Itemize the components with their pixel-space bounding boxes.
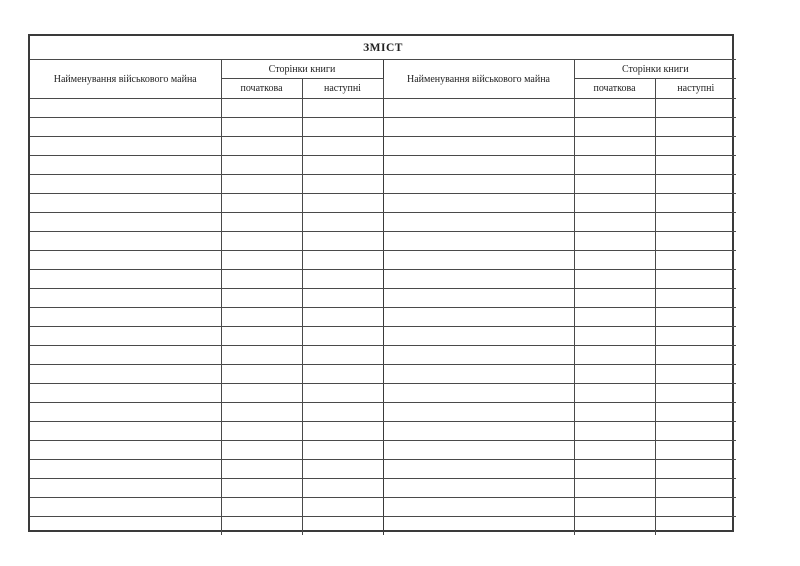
left-first-page-cell[interactable] bbox=[221, 479, 302, 498]
left-first-page-cell[interactable] bbox=[221, 346, 302, 365]
right-pages-header: Сторінки книги bbox=[574, 60, 736, 79]
right-first-page-cell[interactable] bbox=[574, 232, 655, 251]
right-name-cell[interactable] bbox=[383, 251, 574, 270]
left-first-page-cell[interactable] bbox=[221, 251, 302, 270]
right-name-cell[interactable] bbox=[383, 118, 574, 137]
right-first-page-cell[interactable] bbox=[574, 460, 655, 479]
left-next-pages-cell[interactable] bbox=[302, 308, 383, 327]
right-next-pages-cell[interactable] bbox=[655, 232, 736, 251]
left-next-pages-header: наступні bbox=[302, 79, 383, 99]
table-row bbox=[30, 194, 736, 213]
left-next-pages-cell[interactable] bbox=[302, 270, 383, 289]
right-next-pages-cell[interactable] bbox=[655, 384, 736, 403]
right-next-pages-cell[interactable] bbox=[655, 498, 736, 517]
right-name-cell[interactable] bbox=[383, 289, 574, 308]
left-next-pages-cell[interactable] bbox=[302, 156, 383, 175]
table-row bbox=[30, 232, 736, 251]
table-row bbox=[30, 517, 736, 536]
left-name-cell[interactable] bbox=[30, 517, 221, 536]
right-next-pages-cell[interactable] bbox=[655, 403, 736, 422]
right-first-page-cell[interactable] bbox=[574, 498, 655, 517]
left-name-cell[interactable] bbox=[30, 441, 221, 460]
left-first-page-cell[interactable] bbox=[221, 270, 302, 289]
right-name-cell[interactable] bbox=[383, 422, 574, 441]
contents-sheet bbox=[28, 34, 734, 532]
right-next-pages-cell[interactable] bbox=[655, 308, 736, 327]
left-first-page-cell[interactable] bbox=[221, 213, 302, 232]
table-row bbox=[30, 365, 736, 384]
right-next-pages-cell[interactable] bbox=[655, 517, 736, 536]
left-name-cell[interactable] bbox=[30, 232, 221, 251]
right-next-pages-cell[interactable] bbox=[655, 441, 736, 460]
left-name-header: Найменування військового майна bbox=[30, 60, 221, 99]
left-name-cell[interactable] bbox=[30, 498, 221, 517]
right-first-page-cell[interactable] bbox=[574, 517, 655, 536]
right-next-pages-cell[interactable] bbox=[655, 327, 736, 346]
left-name-cell[interactable] bbox=[30, 327, 221, 346]
right-name-cell[interactable] bbox=[383, 460, 574, 479]
left-first-page-cell[interactable] bbox=[221, 289, 302, 308]
table-row bbox=[30, 156, 736, 175]
table-row bbox=[30, 251, 736, 270]
left-next-pages-cell[interactable] bbox=[302, 99, 383, 118]
left-name-cell[interactable] bbox=[30, 384, 221, 403]
right-first-page-cell[interactable] bbox=[574, 308, 655, 327]
table-row bbox=[30, 137, 736, 156]
left-next-pages-cell[interactable] bbox=[302, 327, 383, 346]
right-next-pages-cell[interactable] bbox=[655, 365, 736, 384]
table-row bbox=[30, 289, 736, 308]
table-row bbox=[30, 270, 736, 289]
table-row bbox=[30, 308, 736, 327]
right-first-page-cell[interactable] bbox=[574, 479, 655, 498]
right-name-cell[interactable] bbox=[383, 156, 574, 175]
right-first-page-cell[interactable] bbox=[574, 118, 655, 137]
contents-table bbox=[30, 36, 736, 535]
left-next-pages-cell[interactable] bbox=[302, 137, 383, 156]
right-first-page-cell[interactable] bbox=[574, 441, 655, 460]
left-next-pages-cell[interactable] bbox=[302, 517, 383, 536]
right-name-cell[interactable] bbox=[383, 517, 574, 536]
table-row bbox=[30, 175, 736, 194]
table-row bbox=[30, 213, 736, 232]
right-next-pages-cell[interactable] bbox=[655, 422, 736, 441]
left-name-cell[interactable] bbox=[30, 308, 221, 327]
right-next-pages-cell[interactable] bbox=[655, 251, 736, 270]
right-next-pages-cell[interactable] bbox=[655, 213, 736, 232]
left-first-page-cell[interactable] bbox=[221, 517, 302, 536]
left-first-page-cell[interactable] bbox=[221, 118, 302, 137]
right-name-cell[interactable] bbox=[383, 346, 574, 365]
left-next-pages-cell[interactable] bbox=[302, 232, 383, 251]
right-name-cell[interactable] bbox=[383, 327, 574, 346]
header-row-group bbox=[30, 60, 736, 79]
right-first-page-cell[interactable] bbox=[574, 422, 655, 441]
left-name-cell[interactable] bbox=[30, 346, 221, 365]
right-first-page-header: початкова bbox=[574, 79, 655, 99]
right-name-cell[interactable] bbox=[383, 194, 574, 213]
right-first-page-cell[interactable] bbox=[574, 213, 655, 232]
left-name-cell[interactable] bbox=[30, 460, 221, 479]
table-row bbox=[30, 422, 736, 441]
left-name-cell[interactable] bbox=[30, 289, 221, 308]
right-name-cell[interactable] bbox=[383, 384, 574, 403]
right-name-cell[interactable] bbox=[383, 441, 574, 460]
left-first-page-cell[interactable] bbox=[221, 460, 302, 479]
right-next-pages-cell[interactable] bbox=[655, 270, 736, 289]
left-next-pages-cell[interactable] bbox=[302, 365, 383, 384]
right-name-cell[interactable] bbox=[383, 232, 574, 251]
right-name-cell[interactable] bbox=[383, 365, 574, 384]
right-first-page-cell[interactable] bbox=[574, 403, 655, 422]
left-next-pages-cell[interactable] bbox=[302, 384, 383, 403]
right-name-cell[interactable] bbox=[383, 308, 574, 327]
right-first-page-cell[interactable] bbox=[574, 346, 655, 365]
left-next-pages-cell[interactable] bbox=[302, 251, 383, 270]
right-first-page-cell[interactable] bbox=[574, 270, 655, 289]
left-first-page-cell[interactable] bbox=[221, 175, 302, 194]
table-row bbox=[30, 479, 736, 498]
left-next-pages-cell[interactable] bbox=[302, 479, 383, 498]
title-row bbox=[30, 36, 736, 60]
left-name-cell[interactable] bbox=[30, 137, 221, 156]
left-next-pages-cell[interactable] bbox=[302, 460, 383, 479]
left-first-page-cell[interactable] bbox=[221, 194, 302, 213]
right-first-page-cell[interactable] bbox=[574, 327, 655, 346]
right-next-pages-cell[interactable] bbox=[655, 194, 736, 213]
left-next-pages-cell[interactable] bbox=[302, 194, 383, 213]
right-next-pages-cell[interactable] bbox=[655, 460, 736, 479]
right-next-pages-cell[interactable] bbox=[655, 137, 736, 156]
table-row bbox=[30, 498, 736, 517]
left-name-cell[interactable] bbox=[30, 422, 221, 441]
left-name-cell[interactable] bbox=[30, 99, 221, 118]
right-first-page-cell[interactable] bbox=[574, 137, 655, 156]
left-name-cell[interactable] bbox=[30, 118, 221, 137]
table-row bbox=[30, 99, 736, 118]
right-next-pages-cell[interactable] bbox=[655, 156, 736, 175]
left-next-pages-cell[interactable] bbox=[302, 289, 383, 308]
right-name-cell[interactable] bbox=[383, 498, 574, 517]
right-name-cell[interactable] bbox=[383, 213, 574, 232]
left-first-page-cell[interactable] bbox=[221, 403, 302, 422]
table-row bbox=[30, 327, 736, 346]
table-row bbox=[30, 118, 736, 137]
right-name-cell[interactable] bbox=[383, 99, 574, 118]
left-first-page-cell[interactable] bbox=[221, 156, 302, 175]
table-title: ЗМІСТ bbox=[30, 36, 736, 60]
left-first-page-cell[interactable] bbox=[221, 308, 302, 327]
right-next-pages-header: наступні bbox=[655, 79, 736, 99]
right-first-page-cell[interactable] bbox=[574, 99, 655, 118]
right-next-pages-cell[interactable] bbox=[655, 118, 736, 137]
table-body bbox=[30, 99, 736, 536]
right-next-pages-cell[interactable] bbox=[655, 479, 736, 498]
right-first-page-cell[interactable] bbox=[574, 365, 655, 384]
left-name-cell[interactable] bbox=[30, 479, 221, 498]
right-next-pages-cell[interactable] bbox=[655, 346, 736, 365]
left-next-pages-cell[interactable] bbox=[302, 213, 383, 232]
left-name-cell[interactable] bbox=[30, 213, 221, 232]
left-first-page-cell[interactable] bbox=[221, 327, 302, 346]
left-name-cell[interactable] bbox=[30, 156, 221, 175]
left-first-page-cell[interactable] bbox=[221, 498, 302, 517]
right-name-cell[interactable] bbox=[383, 479, 574, 498]
right-first-page-cell[interactable] bbox=[574, 251, 655, 270]
right-name-cell[interactable] bbox=[383, 270, 574, 289]
left-first-page-cell[interactable] bbox=[221, 99, 302, 118]
right-name-cell[interactable] bbox=[383, 175, 574, 194]
left-name-cell[interactable] bbox=[30, 270, 221, 289]
right-name-cell[interactable] bbox=[383, 137, 574, 156]
left-first-page-cell[interactable] bbox=[221, 365, 302, 384]
table-row bbox=[30, 403, 736, 422]
left-name-cell[interactable] bbox=[30, 194, 221, 213]
table-row bbox=[30, 460, 736, 479]
right-first-page-cell[interactable] bbox=[574, 194, 655, 213]
left-next-pages-cell[interactable] bbox=[302, 441, 383, 460]
right-next-pages-cell[interactable] bbox=[655, 175, 736, 194]
left-next-pages-cell[interactable] bbox=[302, 422, 383, 441]
left-first-page-cell[interactable] bbox=[221, 422, 302, 441]
left-next-pages-cell[interactable] bbox=[302, 118, 383, 137]
table-row bbox=[30, 384, 736, 403]
left-next-pages-cell[interactable] bbox=[302, 175, 383, 194]
left-name-cell[interactable] bbox=[30, 175, 221, 194]
right-first-page-cell[interactable] bbox=[574, 384, 655, 403]
table-row bbox=[30, 441, 736, 460]
left-first-page-cell[interactable] bbox=[221, 384, 302, 403]
left-next-pages-cell[interactable] bbox=[302, 403, 383, 422]
left-first-page-cell[interactable] bbox=[221, 232, 302, 251]
left-next-pages-cell[interactable] bbox=[302, 346, 383, 365]
left-next-pages-cell[interactable] bbox=[302, 498, 383, 517]
left-first-page-header: початкова bbox=[221, 79, 302, 99]
left-pages-header: Сторінки книги bbox=[221, 60, 383, 79]
left-name-cell[interactable] bbox=[30, 365, 221, 384]
right-next-pages-cell[interactable] bbox=[655, 289, 736, 308]
right-name-header: Найменування військового майна bbox=[383, 60, 574, 99]
table-row bbox=[30, 346, 736, 365]
right-first-page-cell[interactable] bbox=[574, 289, 655, 308]
right-name-cell[interactable] bbox=[383, 403, 574, 422]
left-name-cell[interactable] bbox=[30, 251, 221, 270]
left-first-page-cell[interactable] bbox=[221, 441, 302, 460]
right-first-page-cell[interactable] bbox=[574, 156, 655, 175]
left-name-cell[interactable] bbox=[30, 403, 221, 422]
left-first-page-cell[interactable] bbox=[221, 137, 302, 156]
right-next-pages-cell[interactable] bbox=[655, 99, 736, 118]
right-first-page-cell[interactable] bbox=[574, 175, 655, 194]
